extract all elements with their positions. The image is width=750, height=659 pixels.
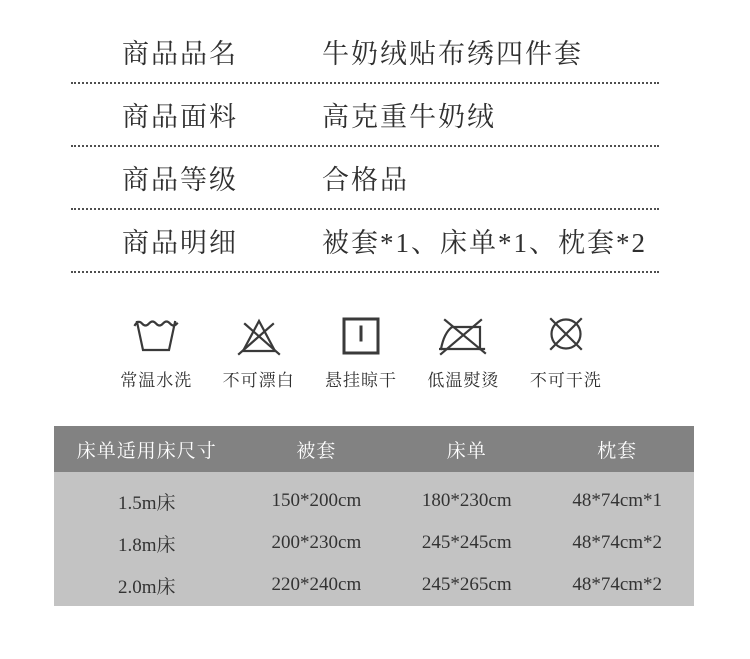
- cell-pillow-size: 48*74cm*2: [572, 532, 663, 553]
- care-label: 低温熨烫: [427, 371, 500, 390]
- attribute-label: 商品明细: [122, 228, 238, 258]
- cell-sheet-size: 245*265cm: [421, 574, 512, 595]
- cell-bed-size: 2.0m床: [118, 576, 176, 598]
- column-header-pillowcase: 枕套: [597, 440, 638, 462]
- care-label: 常温水洗: [120, 371, 193, 390]
- no-bleach-icon: [235, 300, 283, 356]
- attribute-label: 商品面料: [122, 102, 238, 132]
- column-header-duvet-cover: 被套: [296, 440, 337, 462]
- size-table: [54, 426, 694, 606]
- care-label: 不可干洗: [529, 371, 602, 390]
- attribute-row-product-name: [71, 21, 659, 84]
- attribute-label: 商品品名: [122, 39, 238, 69]
- size-table-body: [54, 472, 694, 606]
- no-dry-clean-icon: [544, 300, 588, 356]
- cell-duvet-size: 200*230cm: [271, 532, 362, 553]
- table-row: [54, 480, 694, 522]
- attribute-value: 被套*1、床单*1、枕套*2: [322, 228, 647, 258]
- wash-normal-temp-icon: [133, 300, 179, 356]
- column-header-bed-size: 床单适用床尺寸: [76, 440, 217, 462]
- cell-sheet-size: 180*230cm: [421, 490, 512, 511]
- low-temp-iron-icon: [439, 300, 487, 356]
- attribute-list: [71, 21, 659, 273]
- attribute-value: 牛奶绒贴布绣四件套: [322, 39, 583, 69]
- care-item-no-dry-clean: [515, 300, 617, 391]
- hang-dry-icon: [341, 300, 381, 356]
- care-label: 悬挂晾干: [325, 371, 398, 390]
- care-item-hang-dry: [310, 300, 412, 391]
- care-item-no-bleach: [207, 300, 309, 391]
- table-row: [54, 522, 694, 564]
- cell-duvet-size: 150*200cm: [271, 490, 362, 511]
- care-item-wash: [105, 300, 207, 391]
- attribute-row-contents: [71, 210, 659, 273]
- cell-bed-size: 1.8m床: [118, 534, 176, 556]
- cell-sheet-size: 245*245cm: [421, 532, 512, 553]
- attribute-value: 高克重牛奶绒: [322, 102, 496, 132]
- cell-duvet-size: 220*240cm: [271, 574, 362, 595]
- care-item-low-iron: [412, 300, 514, 391]
- cell-pillow-size: 48*74cm*2: [572, 574, 663, 595]
- attribute-row-grade: [71, 147, 659, 210]
- size-table-header: [54, 426, 694, 472]
- attribute-value: 合格品: [322, 165, 409, 195]
- table-row: [54, 564, 694, 606]
- column-header-bed-sheet: 床单: [446, 440, 487, 462]
- care-instructions: [105, 300, 617, 391]
- care-label: 不可漂白: [222, 371, 295, 390]
- attribute-row-fabric: [71, 84, 659, 147]
- attribute-label: 商品等级: [122, 165, 238, 195]
- cell-bed-size: 1.5m床: [118, 492, 176, 514]
- cell-pillow-size: 48*74cm*1: [572, 490, 663, 511]
